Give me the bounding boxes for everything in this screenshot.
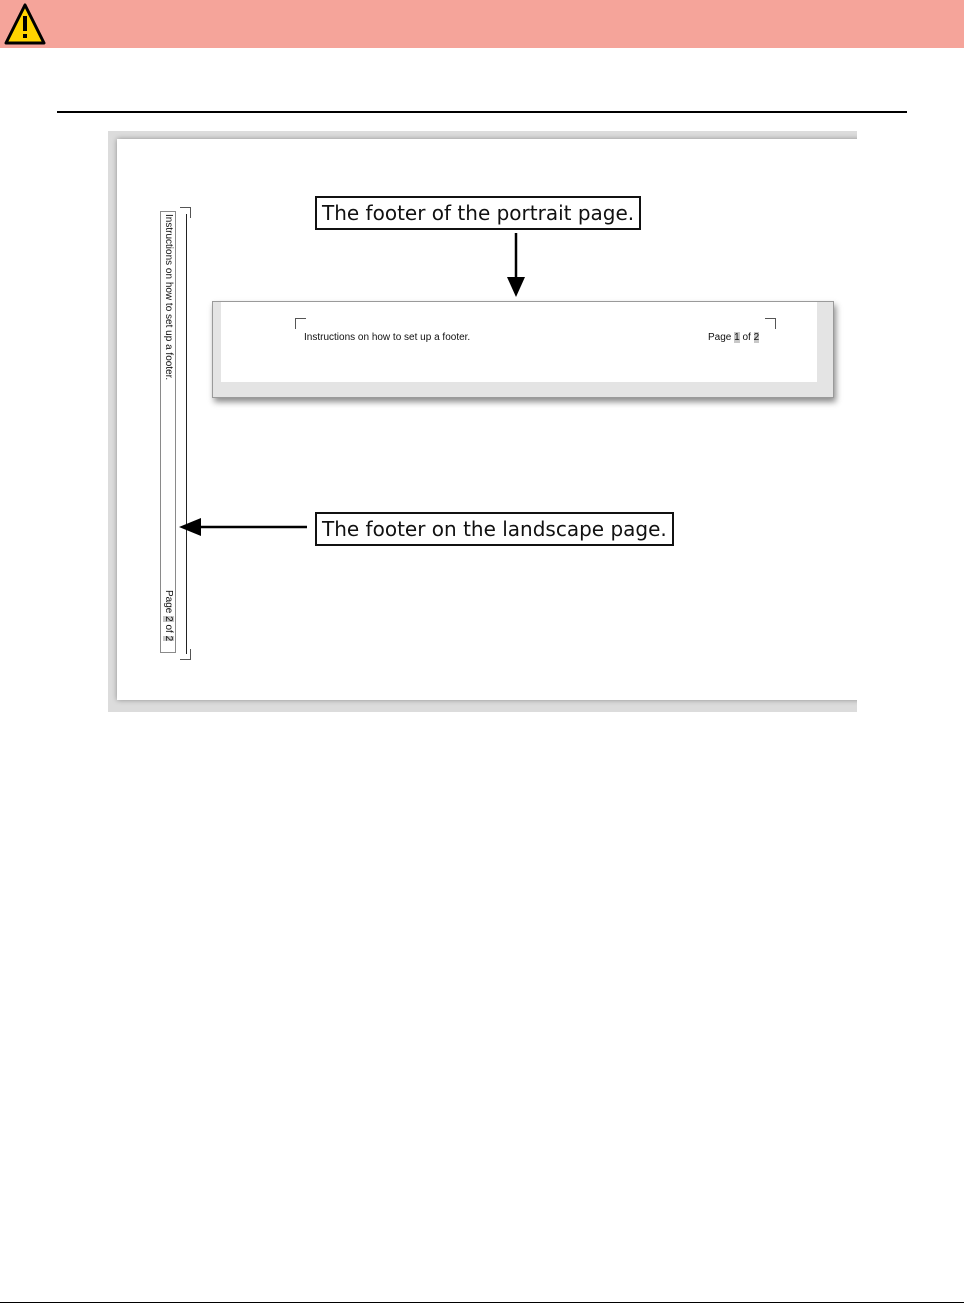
- landscape-footer-text: Instructions on how to set up a footer.: [163, 214, 174, 381]
- callout-landscape: The footer on the landscape page.: [315, 512, 674, 546]
- document-screenshot: [108, 131, 857, 712]
- callout-portrait: The footer of the portrait page.: [315, 196, 641, 230]
- header-rule: [57, 111, 907, 113]
- footer-rule: [0, 1302, 964, 1303]
- footer-boundary-line: [186, 214, 187, 654]
- portrait-footer: [221, 302, 817, 382]
- down-arrow-icon: [506, 231, 526, 299]
- portrait-page-number: Page 1 of 2: [708, 332, 760, 343]
- warning-triangle-icon: [4, 2, 46, 46]
- crop-mark: [765, 318, 776, 329]
- portrait-footer-text: Instructions on how to set up a footer.: [304, 332, 471, 343]
- landscape-footer: [160, 211, 176, 653]
- landscape-page-number: Page 2 of 2: [163, 590, 174, 642]
- portrait-footer-panel: [212, 301, 834, 398]
- landscape-page: [117, 139, 857, 700]
- left-arrow-icon: [177, 515, 309, 539]
- warning-banner: [0, 0, 964, 48]
- crop-mark: [295, 318, 306, 329]
